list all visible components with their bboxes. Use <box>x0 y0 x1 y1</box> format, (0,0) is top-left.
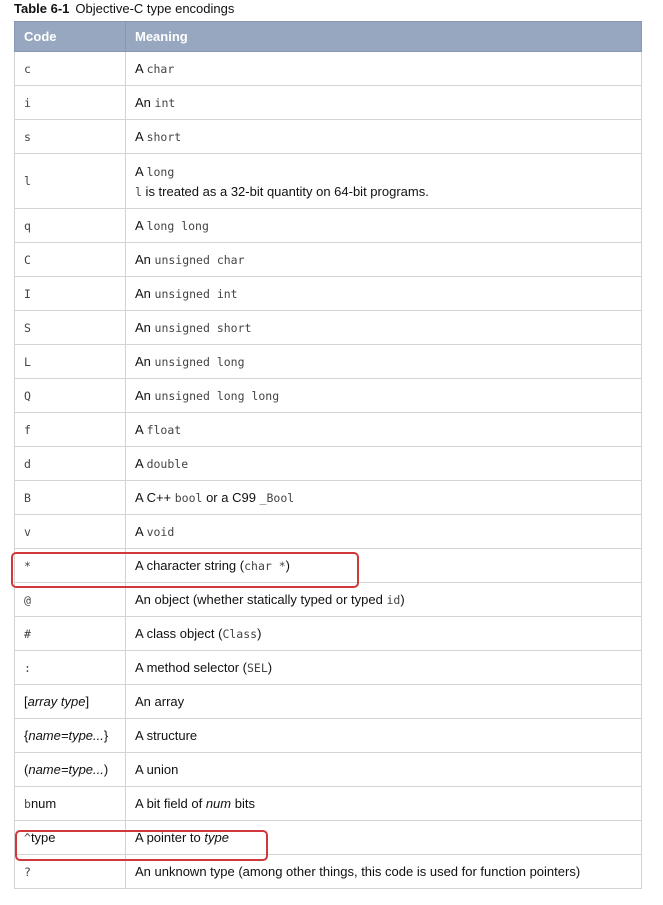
meaning-cell: An unsigned long long <box>126 379 642 413</box>
code-cell: S <box>15 311 126 345</box>
table-row <box>15 379 642 413</box>
table-row <box>15 447 642 481</box>
code-cell: I <box>15 277 126 311</box>
meaning-cell: An object (whether statically typed or typed id) <box>126 583 642 617</box>
code-cell: i <box>15 86 126 120</box>
meaning-cell: A void <box>126 515 642 549</box>
type-encodings-table <box>14 21 642 889</box>
table-row <box>15 515 642 549</box>
meaning-cell: A short <box>126 120 642 154</box>
meaning-cell: A char <box>126 52 642 86</box>
table-row <box>15 787 642 821</box>
code-cell: ^type <box>15 821 126 855</box>
meaning-cell: A long l is treated as a 32-bit quantity on 64-bit programs. <box>126 154 642 209</box>
table-row <box>15 120 642 154</box>
code-cell: l <box>15 154 126 209</box>
caption-title: Objective-C type encodings <box>75 1 235 16</box>
code-cell: @ <box>15 583 126 617</box>
table-row <box>15 855 642 889</box>
table-row <box>15 821 642 855</box>
code-cell: # <box>15 617 126 651</box>
code-cell: [array type] <box>15 685 126 719</box>
meaning-cell: An array <box>126 685 642 719</box>
meaning-cell: An unsigned int <box>126 277 642 311</box>
meaning-cell: A long long <box>126 209 642 243</box>
code-cell: C <box>15 243 126 277</box>
meaning-cell: An unknown type (among other things, this code is used for function pointers) <box>126 855 642 889</box>
meaning-cell: A structure <box>126 719 642 753</box>
code-cell: ? <box>15 855 126 889</box>
code-cell: c <box>15 52 126 86</box>
caption-label: Table 6-1 <box>14 1 70 16</box>
table-caption <box>14 0 234 19</box>
code-cell: s <box>15 120 126 154</box>
table-row <box>15 277 642 311</box>
code-cell: q <box>15 209 126 243</box>
meaning-cell: A bit field of num bits <box>126 787 642 821</box>
meaning-cell: A double <box>126 447 642 481</box>
code-cell: (name=type...) <box>15 753 126 787</box>
table-row <box>15 52 642 86</box>
meaning-cell: An unsigned char <box>126 243 642 277</box>
meaning-cell: An int <box>126 86 642 120</box>
table-row <box>15 243 642 277</box>
table-row <box>15 413 642 447</box>
meaning-cell: A pointer to type <box>126 821 642 855</box>
table-row <box>15 549 642 583</box>
row-note: l is treated as a 32-bit quantity on 64-bit programs. <box>135 183 429 199</box>
table-row <box>15 345 642 379</box>
table-row <box>15 617 642 651</box>
table-row <box>15 583 642 617</box>
table-row <box>15 481 642 515</box>
meaning-cell: A float <box>126 413 642 447</box>
meaning-cell: An unsigned short <box>126 311 642 345</box>
code-cell: f <box>15 413 126 447</box>
code-cell: * <box>15 549 126 583</box>
table-row <box>15 86 642 120</box>
table-row <box>15 209 642 243</box>
code-cell: {name=type...} <box>15 719 126 753</box>
table-header-row <box>15 22 642 52</box>
table-row <box>15 685 642 719</box>
code-cell: : <box>15 651 126 685</box>
code-cell: bnum <box>15 787 126 821</box>
code-cell: d <box>15 447 126 481</box>
meaning-cell: An unsigned long <box>126 345 642 379</box>
code-cell: B <box>15 481 126 515</box>
header-meaning: Meaning <box>126 22 642 52</box>
meaning-cell: A method selector (SEL) <box>126 651 642 685</box>
table-row <box>15 311 642 345</box>
code-cell: Q <box>15 379 126 413</box>
meaning-cell: A class object (Class) <box>126 617 642 651</box>
table-row <box>15 719 642 753</box>
table-row <box>15 651 642 685</box>
meaning-cell: A C++ bool or a C99 _Bool <box>126 481 642 515</box>
code-cell: L <box>15 345 126 379</box>
table-row <box>15 154 642 209</box>
meaning-cell: A union <box>126 753 642 787</box>
header-code: Code <box>15 22 126 52</box>
table-row <box>15 753 642 787</box>
code-cell: v <box>15 515 126 549</box>
meaning-cell: A character string (char *) <box>126 549 642 583</box>
